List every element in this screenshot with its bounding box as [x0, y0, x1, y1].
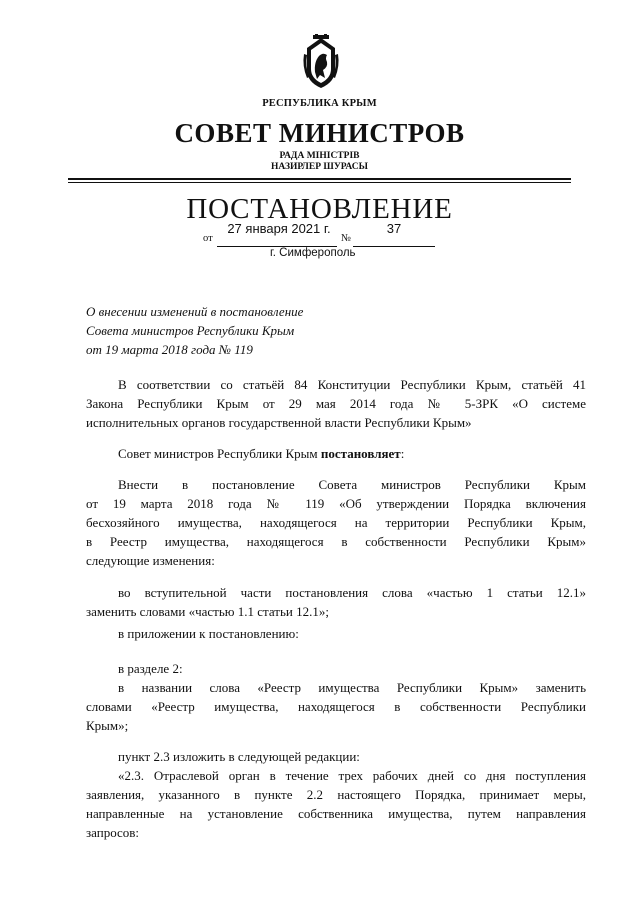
- number-underline: [353, 246, 435, 247]
- text-line: следующие изменения:: [86, 553, 215, 568]
- resolves-colon: :: [400, 446, 405, 461]
- text-line: во вступительной части постановления слова «частью 1 статьи 12.1»: [118, 585, 586, 600]
- paragraph-item-2-3: пункт 2.3 изложить в следующей редакции:: [118, 749, 360, 764]
- paragraph-title-change: [86, 678, 586, 735]
- republic-label: РЕСПУБЛИКА КРЫМ: [262, 98, 377, 109]
- text-line: словами «Реестр имущества, находящегося в собственности Республики: [86, 699, 586, 714]
- number-prefix: №: [341, 233, 352, 244]
- text-line: Крым»;: [86, 718, 129, 733]
- council-title-crimean-tatar: НАЗИРЛЕР ШУРАСЫ: [271, 162, 368, 172]
- paragraph-item-2-3-text: [86, 766, 586, 842]
- document-number: 37: [386, 221, 402, 236]
- council-title: СОВЕТ МИНИСТРОВ: [174, 118, 465, 148]
- paragraph-legal-basis: [86, 375, 586, 432]
- document-subject: [86, 302, 303, 359]
- text-line: заявления, указанного в пункте 2.2 настоящего Порядка, принимает меры,: [86, 787, 586, 802]
- paragraph-annex: в приложении к постановлению:: [118, 626, 299, 641]
- text-line: от 19 марта 2018 года № 119 «Об утверждении Порядка включения: [86, 496, 586, 511]
- text-line: в Реестр имущества, находящегося в собственности Республики Крым»: [86, 534, 586, 549]
- header-divider-thin: [68, 182, 571, 183]
- text-line: Закона Республики Крым от 29 мая 2014 года № 5-ЗРК «О системе: [86, 396, 586, 411]
- paragraph-section-2: в разделе 2:: [118, 661, 183, 676]
- date-number-line: [203, 221, 435, 247]
- subject-line: от 19 марта 2018 года № 119: [86, 342, 253, 357]
- header-divider-thick: [68, 178, 571, 180]
- document-date: 27 января 2021 г.: [227, 221, 331, 236]
- text-line: бесхозяйного имущества, находящегося на территории Республики Крым,: [86, 515, 586, 530]
- paragraph-amendment-intro: [86, 475, 586, 570]
- subject-line: Совета министров Республики Крым: [86, 323, 295, 338]
- text-line: заменить словами «частью 1.1 статьи 12.1»;: [86, 604, 329, 619]
- date-prefix: от: [203, 233, 213, 244]
- paragraph-preamble-change: [86, 583, 586, 621]
- text-line: запросов:: [86, 825, 140, 840]
- resolves-bold: постановляет: [320, 446, 401, 461]
- paragraph-resolves: [86, 444, 586, 463]
- text-line: исполнительных органов государственной власти Республики Крым»: [86, 415, 472, 430]
- text-line: Внести в постановление Совета министров Республики Крым: [118, 477, 586, 492]
- resolves-text: Совет министров Республики Крым: [118, 446, 321, 461]
- council-title-ukrainian: РАДА МІНІСТРІВ: [279, 151, 360, 161]
- text-line: «2.3. Отраслевой орган в течение трех рабочих дней со дня поступления: [118, 768, 586, 783]
- subject-line: О внесении изменений в постановление: [86, 304, 304, 319]
- text-line: направленные на установление собственника имущества, путем направления: [86, 806, 586, 821]
- document-type: ПОСТАНОВЛЕНИЕ: [186, 193, 453, 225]
- city-label: г. Симферополь: [270, 247, 356, 259]
- text-line: в названии слова «Реестр имущества Республики Крым» заменить: [118, 680, 586, 695]
- text-line: В соответствии со статьёй 84 Конституции Республики Крым, статьёй 41: [118, 377, 586, 392]
- coat-of-arms-icon: [301, 34, 341, 90]
